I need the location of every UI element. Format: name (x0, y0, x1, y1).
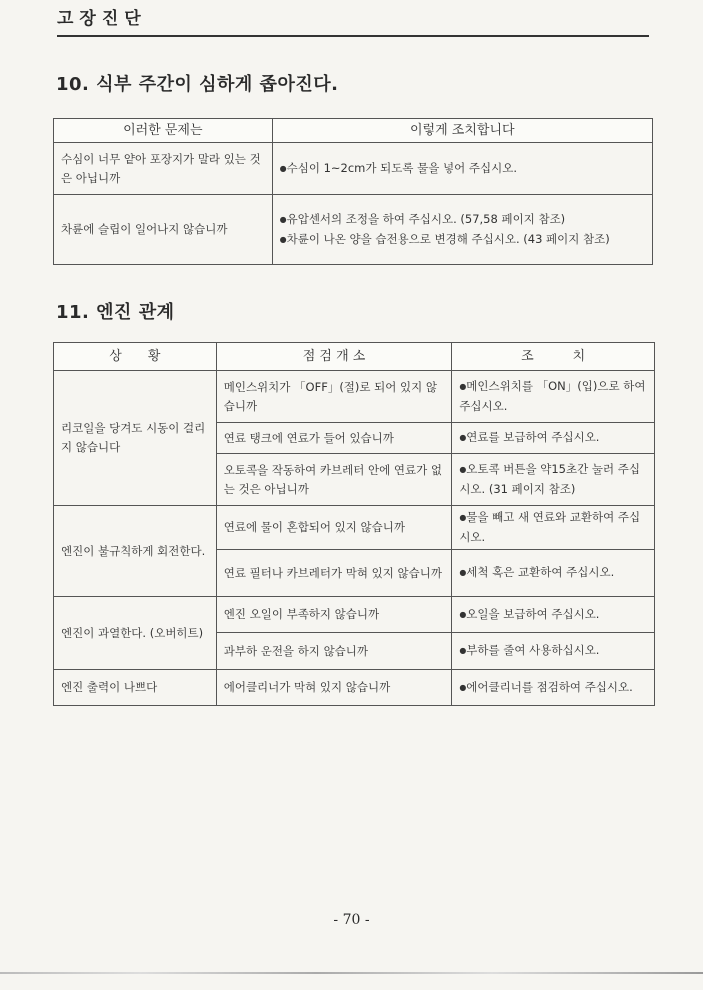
action-cell (272, 195, 652, 265)
action-item: ● 오일을 보급하여 주십시오. (459, 607, 599, 621)
table-row (54, 371, 655, 423)
check-cell: 연료 필터나 카브레터가 막혀 있지 않습니까 (216, 550, 452, 597)
page-number: - 70 - (333, 912, 370, 928)
action-item: ● 부하를 줄여 사용하십시오. (459, 643, 599, 657)
action-cell (452, 423, 655, 454)
table-header: 상 황 (54, 343, 217, 371)
table-header: 조 치 (452, 343, 655, 371)
action-item: ● 차륜이 나온 양을 습전용으로 변경해 주십시오. (43 페이지 참조) (280, 230, 645, 250)
section-11-title: 11. 엔진 관계 (56, 302, 175, 323)
action-cell (452, 454, 655, 506)
table-row (54, 195, 653, 265)
problem-cell: 차륜에 슬립이 일어나지 않습니까 (54, 195, 273, 265)
check-cell: 오토콕을 작동하여 카브레터 안에 연료가 없는 것은 아닙니까 (216, 454, 452, 506)
check-cell: 에어클리너가 막혀 있지 않습니까 (216, 670, 452, 706)
section-10-table (53, 118, 653, 265)
problem-cell: 수심이 너무 얕아 포장지가 말라 있는 것은 아닙니까 (54, 143, 273, 195)
situation-cell: 엔진이 과열한다. (오버히트) (54, 597, 217, 670)
table-row (54, 597, 655, 633)
check-cell: 연료에 물이 혼합되어 있지 않습니까 (216, 506, 452, 550)
action-cell (452, 371, 655, 423)
scan-edge-divider (0, 972, 703, 974)
table-row (54, 506, 655, 550)
action-cell (452, 506, 655, 550)
situation-cell: 리코일을 당겨도 시동이 걸리지 않습니다 (54, 371, 217, 506)
action-cell (272, 143, 652, 195)
action-item: ● 오토콕 버튼을 약15초간 눌러 주십시오. (31 페이지 참조) (459, 462, 640, 496)
section-11-table (53, 342, 655, 706)
situation-cell: 엔진이 불규칙하게 회전한다. (54, 506, 217, 597)
table-header: 점 검 개 소 (216, 343, 452, 371)
action-item: ● 세척 혹은 교환하여 주십시오. (459, 565, 614, 579)
check-cell: 엔진 오일이 부족하지 않습니까 (216, 597, 452, 633)
check-cell: 메인스위치가 「OFF」(절)로 되어 있지 않습니까 (216, 371, 452, 423)
action-cell (452, 550, 655, 597)
table-row (54, 670, 655, 706)
action-item: ● 메인스위치를 「ON」(입)으로 하여 주십시오. (459, 379, 645, 413)
table-header: 이러한 문제는 (54, 119, 273, 143)
page-header (57, 4, 649, 37)
check-cell: 과부하 운전을 하지 않습니까 (216, 633, 452, 670)
situation-cell: 엔진 출력이 나쁘다 (54, 670, 217, 706)
action-item: ● 수심이 1~2cm가 되도록 물을 넣어 주십시오. (280, 159, 645, 179)
page-header-title: 고장진단 (57, 9, 147, 29)
table-row (54, 143, 653, 195)
action-cell (452, 633, 655, 670)
section-10-title: 10. 식부 주간이 심하게 좁아진다. (56, 74, 339, 95)
action-item: ● 물을 빼고 새 연료와 교환하여 주십시오. (459, 510, 640, 544)
check-cell: 연료 탱크에 연료가 들어 있습니까 (216, 423, 452, 454)
action-item: ● 연료를 보급하여 주십시오. (459, 430, 599, 444)
action-item: ● 에어클리너를 점검하여 주십시오. (459, 680, 632, 694)
action-cell (452, 597, 655, 633)
action-cell (452, 670, 655, 706)
table-header: 이렇게 조치합니다 (272, 119, 652, 143)
action-item: ● 유압센서의 조정을 하여 주십시오. (57,58 페이지 참조) (280, 210, 645, 230)
